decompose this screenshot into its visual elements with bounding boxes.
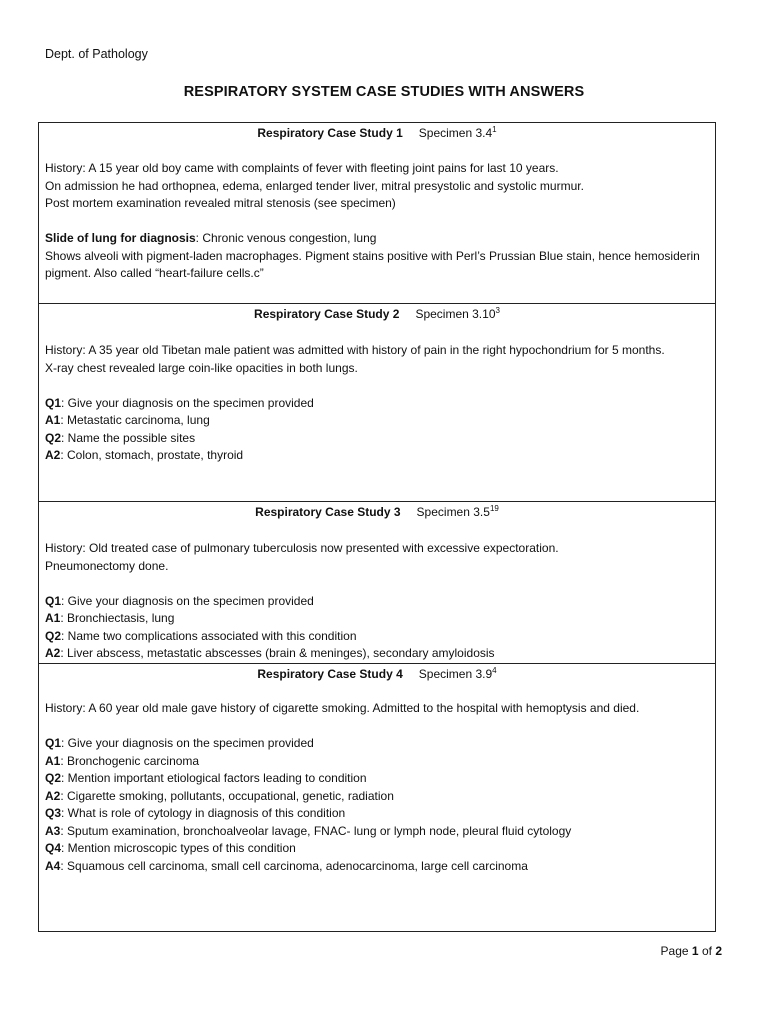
qa-line: Q1: Give your diagnosis on the specimen provided	[45, 395, 314, 410]
specimen-ref: 3	[495, 306, 500, 315]
case-study-3-header	[39, 504, 715, 522]
case-study-1-header	[39, 125, 715, 143]
specimen-ref: 4	[492, 666, 497, 675]
qa-line: Q1: Give your diagnosis on the specimen provided	[45, 593, 314, 608]
qa-line: A4: Squamous cell carcinoma, small cell carcinoma, adenocarcinoma, large cell carcinoma	[45, 858, 528, 873]
qa-line: A1: Bronchiectasis, lung	[45, 611, 175, 625]
slide-value: : Chronic venous congestion, lung	[195, 231, 377, 245]
qa-line: Q2: Mention important etiological factors leading to condition	[45, 771, 367, 785]
qa-line: A2: Colon, stomach, prostate, thyroid	[45, 448, 244, 462]
case-study-4-header	[39, 666, 715, 684]
case-study-2	[39, 304, 715, 502]
case-study-1	[39, 123, 715, 304]
history-line: Post mortem examination revealed mitral stenosis (see specimen)	[45, 196, 396, 210]
specimen-ref: 19	[489, 504, 499, 513]
history-line: Pneumonectomy done.	[45, 558, 169, 573]
history-line: On admission he had orthopnea, edema, enlarged tender liver, mitral presystolic and systolic murmur.	[45, 178, 584, 193]
qa-line: Q2: Name two complications associated with this condition	[45, 628, 357, 643]
history-line: History: A 60 year old male gave history of cigarette smoking. Admitted to the hospital with hemoptysis and died.	[45, 701, 640, 715]
case-study-4	[39, 664, 715, 931]
specimen-label: Specimen 3.5	[416, 505, 490, 519]
case-title: Respiratory Case Study 2	[254, 307, 400, 321]
case-title: Respiratory Case Study 3	[255, 505, 401, 519]
qa-line: Q3: What is role of cytology in diagnosis of this condition	[45, 806, 346, 820]
qa-line: A2: Cigarette smoking, pollutants, occupational, genetic, radiation	[45, 788, 394, 803]
specimen-label: Specimen 3.10	[415, 307, 496, 321]
slide-label: Slide of lung for diagnosis	[45, 231, 196, 245]
case-title: Respiratory Case Study 4	[257, 667, 403, 681]
case-study-2-header	[39, 306, 715, 324]
qa-line: A1: Bronchogenic carcinoma	[45, 753, 200, 768]
slide-diagnosis	[45, 230, 701, 248]
specimen-ref: 1	[492, 125, 497, 134]
history-line: History: Old treated case of pulmonary tuberculosis now presented with excessive expectoration.	[45, 541, 559, 555]
case-studies-table	[38, 122, 716, 932]
history-line: History: A 15 year old boy came with complaints of fever with fleeting joint pains for last 10 years.	[45, 161, 559, 175]
history-line: X-ray chest revealed large coin-like opacities in both lungs.	[45, 360, 358, 375]
qa-line: Q2: Name the possible sites	[45, 430, 196, 445]
page-number: Page 1 of 2	[660, 944, 722, 958]
case-title: Respiratory Case Study 1	[257, 126, 403, 140]
specimen-label: Specimen 3.9	[418, 667, 493, 681]
qa-line: Q4: Mention microscopic types of this condition	[45, 841, 296, 855]
specimen-label: Specimen 3.4	[418, 126, 493, 140]
case-study-3	[39, 502, 715, 664]
qa-line: Q1: Give your diagnosis on the specimen provided	[45, 736, 314, 750]
slide-description: Shows alveoli with pigment-laden macrophages. Pigment stains positive with Perl’s Prussian Blue stain, hence hemosiderin pigment. Also called “heart-failure cells.c”	[45, 248, 700, 280]
page-title: RESPIRATORY SYSTEM CASE STUDIES WITH ANSWERS	[183, 84, 585, 100]
qa-line: A1: Metastatic carcinoma, lung	[45, 413, 210, 427]
qa-line: A2: Liver abscess, metastatic abscesses (brain & meninges), secondary amyloidosis	[45, 646, 495, 660]
department-label: Dept. of Pathology	[45, 47, 148, 61]
qa-line: A3: Sputum examination, bronchoalveolar lavage, FNAC- lung or lymph node, pleural fluid cytology	[45, 823, 572, 838]
history-line: History: A 35 year old Tibetan male patient was admitted with history of pain in the right hypochondrium for 5 months.	[45, 343, 665, 357]
